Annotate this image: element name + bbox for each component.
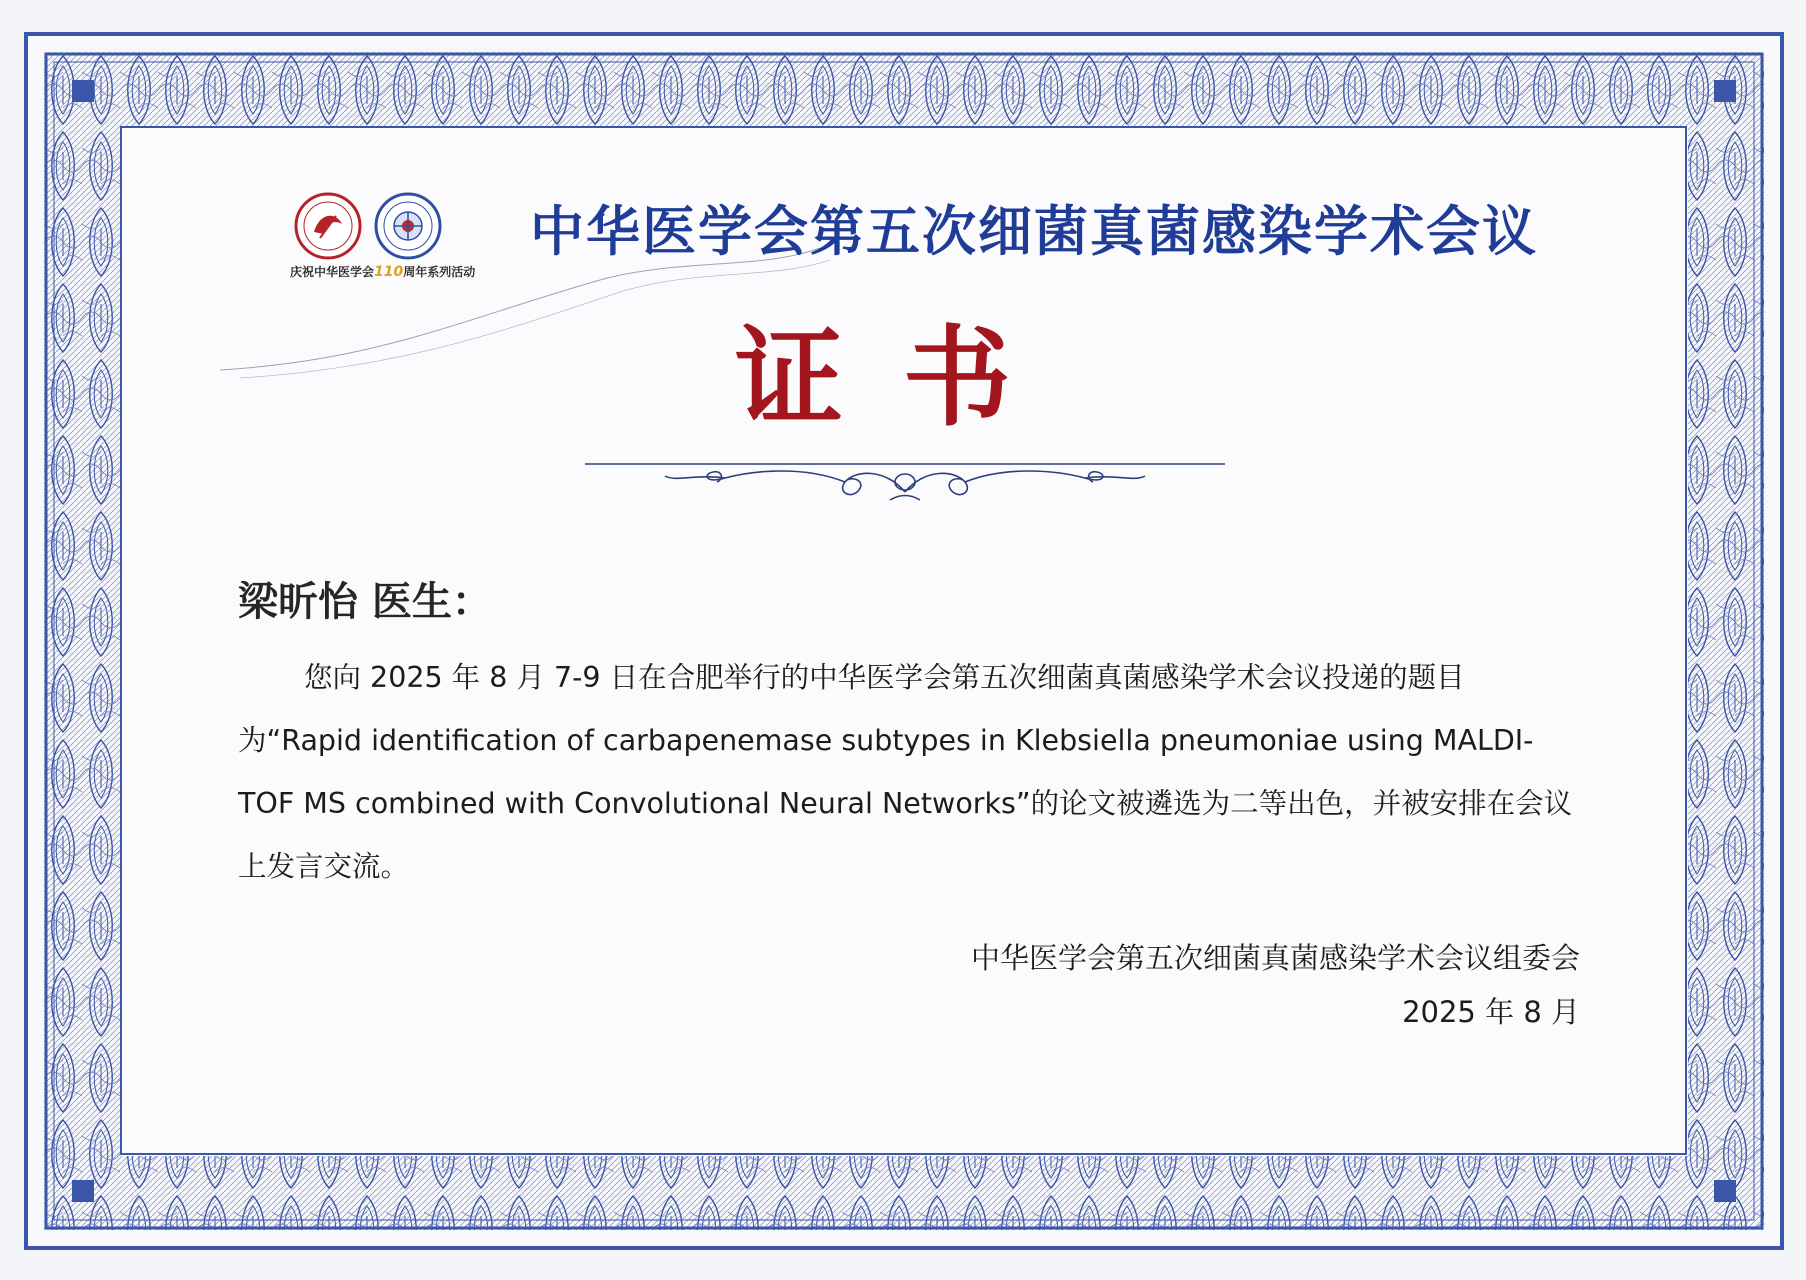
cma-emblem-icon: [296, 194, 360, 258]
certificate-body: [238, 646, 1578, 898]
addressee: 梁昕怡 医生：: [238, 578, 492, 625]
issue-date: 2025 年 8 月: [1402, 995, 1580, 1029]
tagline-prefix: 庆祝中华医学会: [290, 265, 375, 279]
organizer-signature: 中华医学会第五次细菌真菌感染学术会议组委会: [970, 941, 1580, 975]
society-emblem-icon: [376, 194, 440, 258]
certificate-title: 证书: [735, 315, 1072, 441]
body-paragraph: 您向 2025 年 8 月 7-9 日在合肥举行的中华医学会第五次细菌真菌感染学术会议投递的题目为“Rapid identification of carbapenemase subtypes in Klebsiella pneumoniae using MALDI-TOF MS combined with Convolutional Neural Networks”的论文被遴选为二等出色，并被安排在会议上发言交流。: [238, 661, 1573, 883]
tagline-number: 110: [374, 264, 404, 280]
ornamental-divider: [585, 448, 1225, 506]
tagline-suffix: 周年系列活动: [403, 265, 476, 279]
anniversary-tagline: [290, 263, 510, 280]
conference-title: 中华医学会第五次细菌真菌感染学术会议: [530, 200, 1538, 263]
